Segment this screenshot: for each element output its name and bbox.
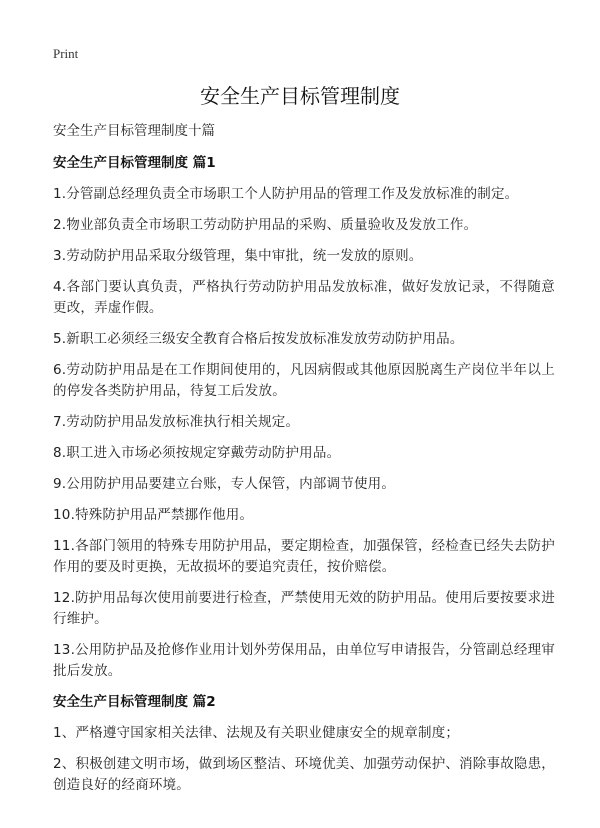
paragraph: 8.职工进入市场必须按规定穿戴劳动防护用品。 [53, 445, 341, 461]
paragraph: 4.各部门要认真负责，严格执行劳动防护用品发放标准，做好发放记录，不得随意更改，弄虚作假。 [53, 279, 555, 316]
paragraph: 1.分管副总经理负责全市场职工个人防护用品的管理工作及发放标准的制定。 [53, 186, 519, 202]
section-1 [53, 153, 555, 682]
paragraph: 3.劳动防护用品采取分级管理，集中审批，统一发放的原则。 [53, 248, 423, 264]
paragraph: 9.公用防护用品要建立台账，专人保管，内部调节使用。 [53, 476, 396, 492]
paragraph: 10.特殊防护用品严禁挪作他用。 [53, 507, 254, 523]
section-heading: 安全生产目标管理制度 篇1 [53, 155, 216, 171]
paragraph: 12.防护用品每次使用前要进行检查，严禁使用无效的防护用品。使用后要按要求进行维护。 [53, 590, 555, 627]
paragraph: 11.各部门领用的特殊专用防护用品，要定期检查，加强保管，经检查已经失去防护作用的要及时更换，无故损坏的要追究责任，按价赔偿。 [53, 538, 555, 575]
document-body [53, 121, 555, 806]
paragraph: 13.公用防护品及抢修作业用计划外劳保用品，由单位写申请报告，分管副总经理审批后发放。 [53, 642, 555, 679]
paragraph: 5.新职工必须经三级安全教育合格后按发放标准发放劳动防护用品。 [53, 331, 464, 347]
section-2 [53, 692, 555, 796]
section-heading: 安全生产目标管理制度 篇2 [53, 694, 216, 710]
print-link[interactable]: Print [53, 46, 79, 61]
paragraph: 7.劳动防护用品发放标准执行相关规定。 [53, 414, 300, 430]
document-title: 安全生产目标管理制度 [200, 84, 400, 108]
paragraph: 2.物业部负责全市场职工劳动防护用品的采购、质量验收及发放工作。 [53, 217, 478, 233]
paragraph: 1、严格遵守国家相关法律、法规及有关职业健康安全的规章制度； [53, 725, 460, 741]
document-subtitle: 安全生产目标管理制度十篇 [53, 123, 215, 139]
paragraph: 2、积极创建文明市场，做到场区整洁、环境优美、加强劳动保护、消除事故隐患，创造良好的经商环境。 [53, 756, 555, 793]
paragraph: 6.劳动防护用品是在工作期间使用的，凡因病假或其他原因脱离生产岗位半年以上的停发各类防护用品，待复工后发放。 [53, 362, 555, 399]
